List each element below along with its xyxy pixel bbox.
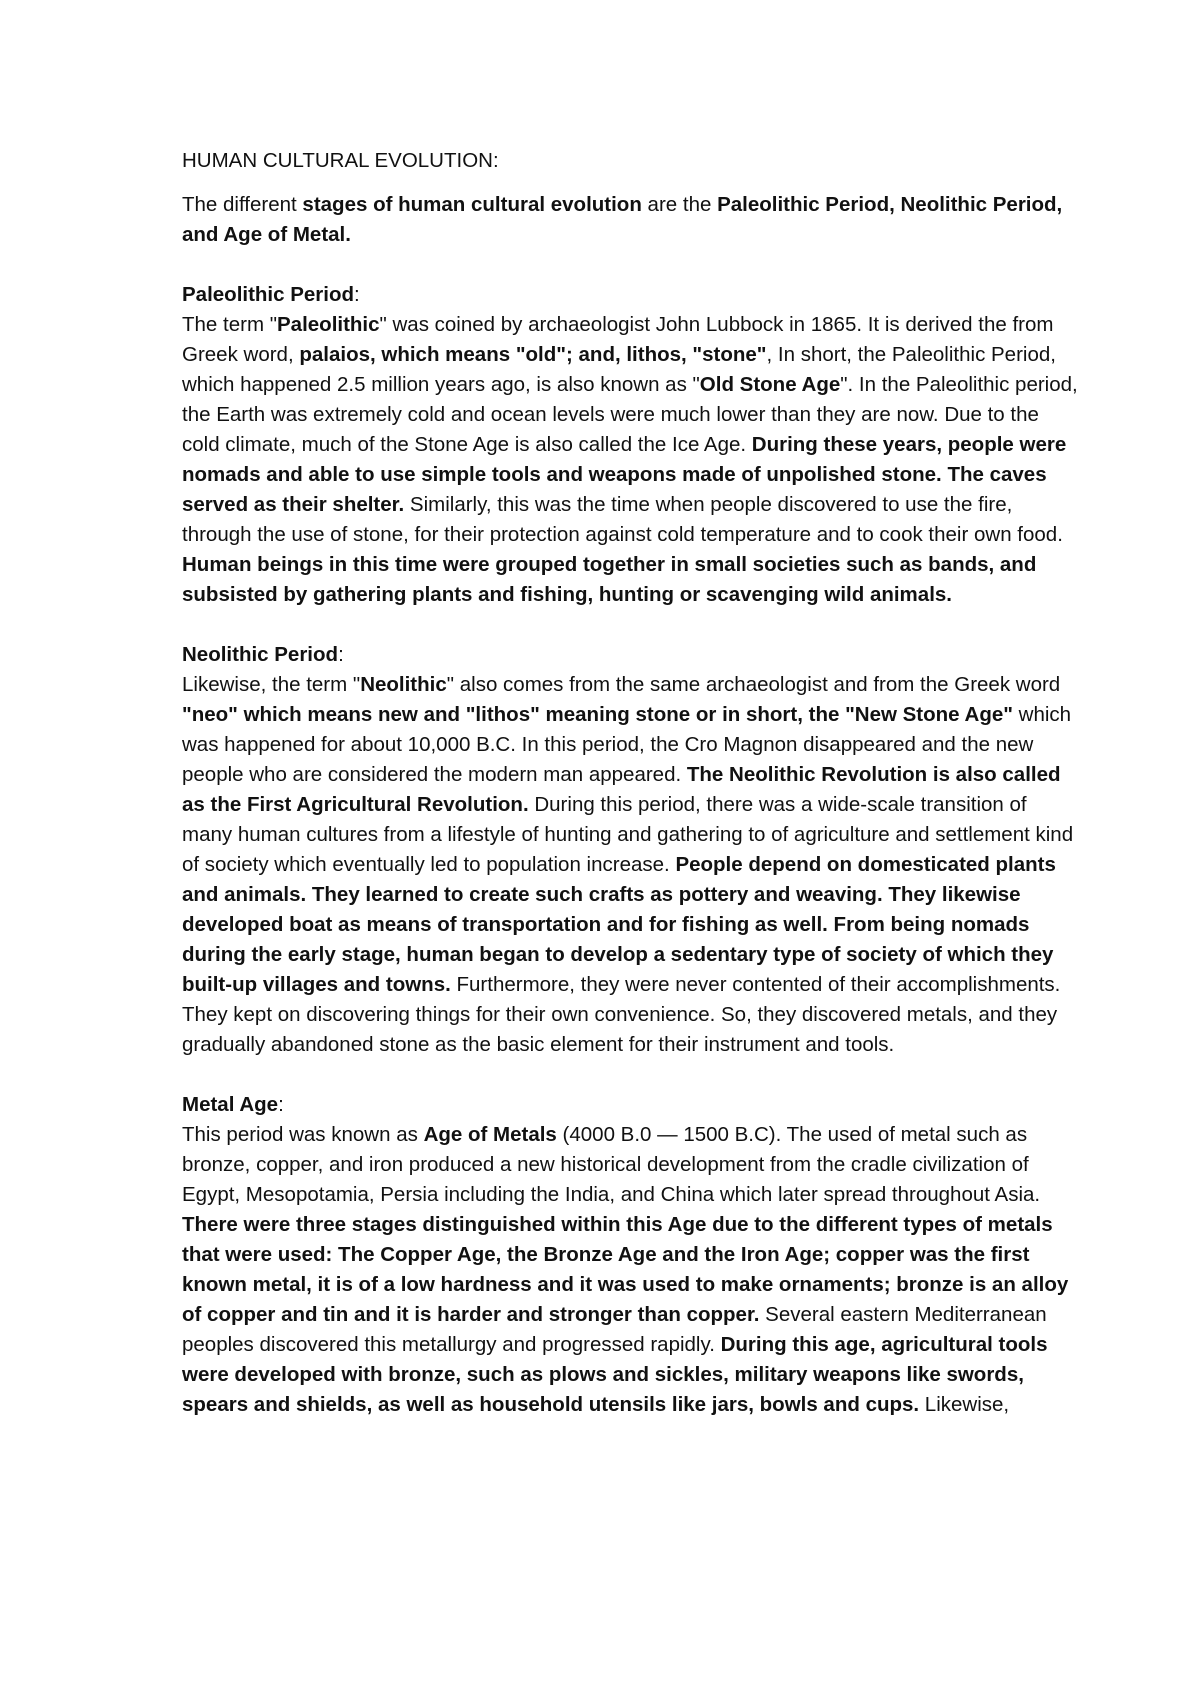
text-run: The term " [182,313,277,336]
bold-text-run: palaios, which means "old"; and, lithos, "stone" [299,343,767,366]
document-page [182,146,1082,1450]
bold-text-run: Human beings in this time were grouped together in small societies such as bands, and subsisted by gathering plants and fishing, hunting or scavenging wild animals. [182,553,1037,606]
bold-text-run: Age of Metals [423,1123,557,1146]
section-paleolithic [182,280,1082,610]
document-title: HUMAN CULTURAL EVOLUTION: [182,149,499,172]
text-run: This period was known as [182,1123,424,1146]
bold-text-run: There were three stages distinguished within this Age due to the different types of metals that were used: The Copper Age, the Bronze Age and the Iron Age; copper was the first known metal, it is of a low hardness and it was used to make ornaments; bronze is an alloy of copper and tin and it is harder and stronger than copper. [182,1213,1069,1326]
section-heading: Metal Age: [182,1093,284,1116]
text-run: Furthermore, they were never contented of their accomplishments. They kept on discovering things for their own convenience. So, they discovered metals, and they gradually abandoned stone as the basic element for their instrument and tools. [182,973,1061,1056]
section-metal-age [182,1090,1082,1420]
bold-text-run: Paleolithic Period, Neolithic Period, and Age of Metal. [182,193,1063,246]
intro-paragraph [182,190,1082,250]
bold-text-run: The Neolithic Revolution is also called as the First Agricultural Revolution. [182,763,1061,816]
text-run: , In short, the Paleolithic Period, which happened 2.5 million years ago, is also known as " [182,343,1056,396]
text-run: (4000 B.0 — 1500 B.C). The used of metal such as bronze, copper, and iron produced a new historical development from the cradle civilization of Egypt, Mesopotamia, Persia including the India, and China which later spread throughout Asia. [182,1123,1041,1206]
bold-text-run: People depend on domesticated plants and animals. They learned to create such crafts as pottery and weaving. They likewise developed boat as means of transportation and for fishing as well. From being nomads during the early stage, human began to develop a sedentary type of society of which they built-up villages and towns. [182,853,1056,996]
text-run: ". In the Paleolithic period, the Earth was extremely cold and ocean levels were much lower than they are now. Due to the cold climate, much of the Stone Age is also called the Ice Age. [182,373,1078,456]
text-run: which was happened for about 10,000 B.C. In this period, the Cro Magnon disappeared and the new people who are considered the modern man appeared. [182,703,1072,786]
text-run: Several eastern Mediterranean peoples discovered this metallurgy and progressed rapidly. [182,1303,1047,1356]
section-body [182,310,1082,610]
bold-text-run: Paleolithic [277,313,380,336]
text-run: " also comes from the same archaeologist and from the Greek word [446,673,1061,696]
bold-text-run: Old Stone Age [699,373,841,396]
text-run: " was coined by archaeologist John Lubbock in 1865. It is derived the from Greek word, [182,313,1054,366]
text-run: The different [182,193,303,216]
bold-text-run: stages of human cultural evolution [302,193,642,216]
section-heading: Paleolithic Period: [182,283,360,306]
text-run: Likewise, the term " [182,673,361,696]
text-run: Likewise, [919,1393,1010,1416]
bold-text-run: Neolithic [360,673,447,696]
text-run: are the [641,193,718,216]
text-run: During this period, there was a wide-scale transition of many human cultures from a lifestyle of hunting and gathering to of agriculture and settlement kind of society which eventually led to population increase. [182,793,1074,876]
section-body [182,670,1082,1060]
text-run: Similarly, this was the time when people discovered to use the fire, through the use of stone, for their protection against cold temperature and to cook their own food. [182,493,1063,546]
bold-text-run: "neo" which means new and "lithos" meaning stone or in short, the "New Stone Age" [182,703,1013,726]
section-body [182,1120,1082,1420]
bold-text-run: During these years, people were nomads and able to use simple tools and weapons made of unpolished stone. The caves served as their shelter. [182,433,1067,516]
bold-text-run: During this age, agricultural tools were developed with bronze, such as plows and sickles, military weapons like swords, spears and shields, as well as household utensils like jars, bowls and cups. [182,1333,1048,1416]
section-neolithic [182,640,1082,1060]
section-heading: Neolithic Period: [182,643,344,666]
